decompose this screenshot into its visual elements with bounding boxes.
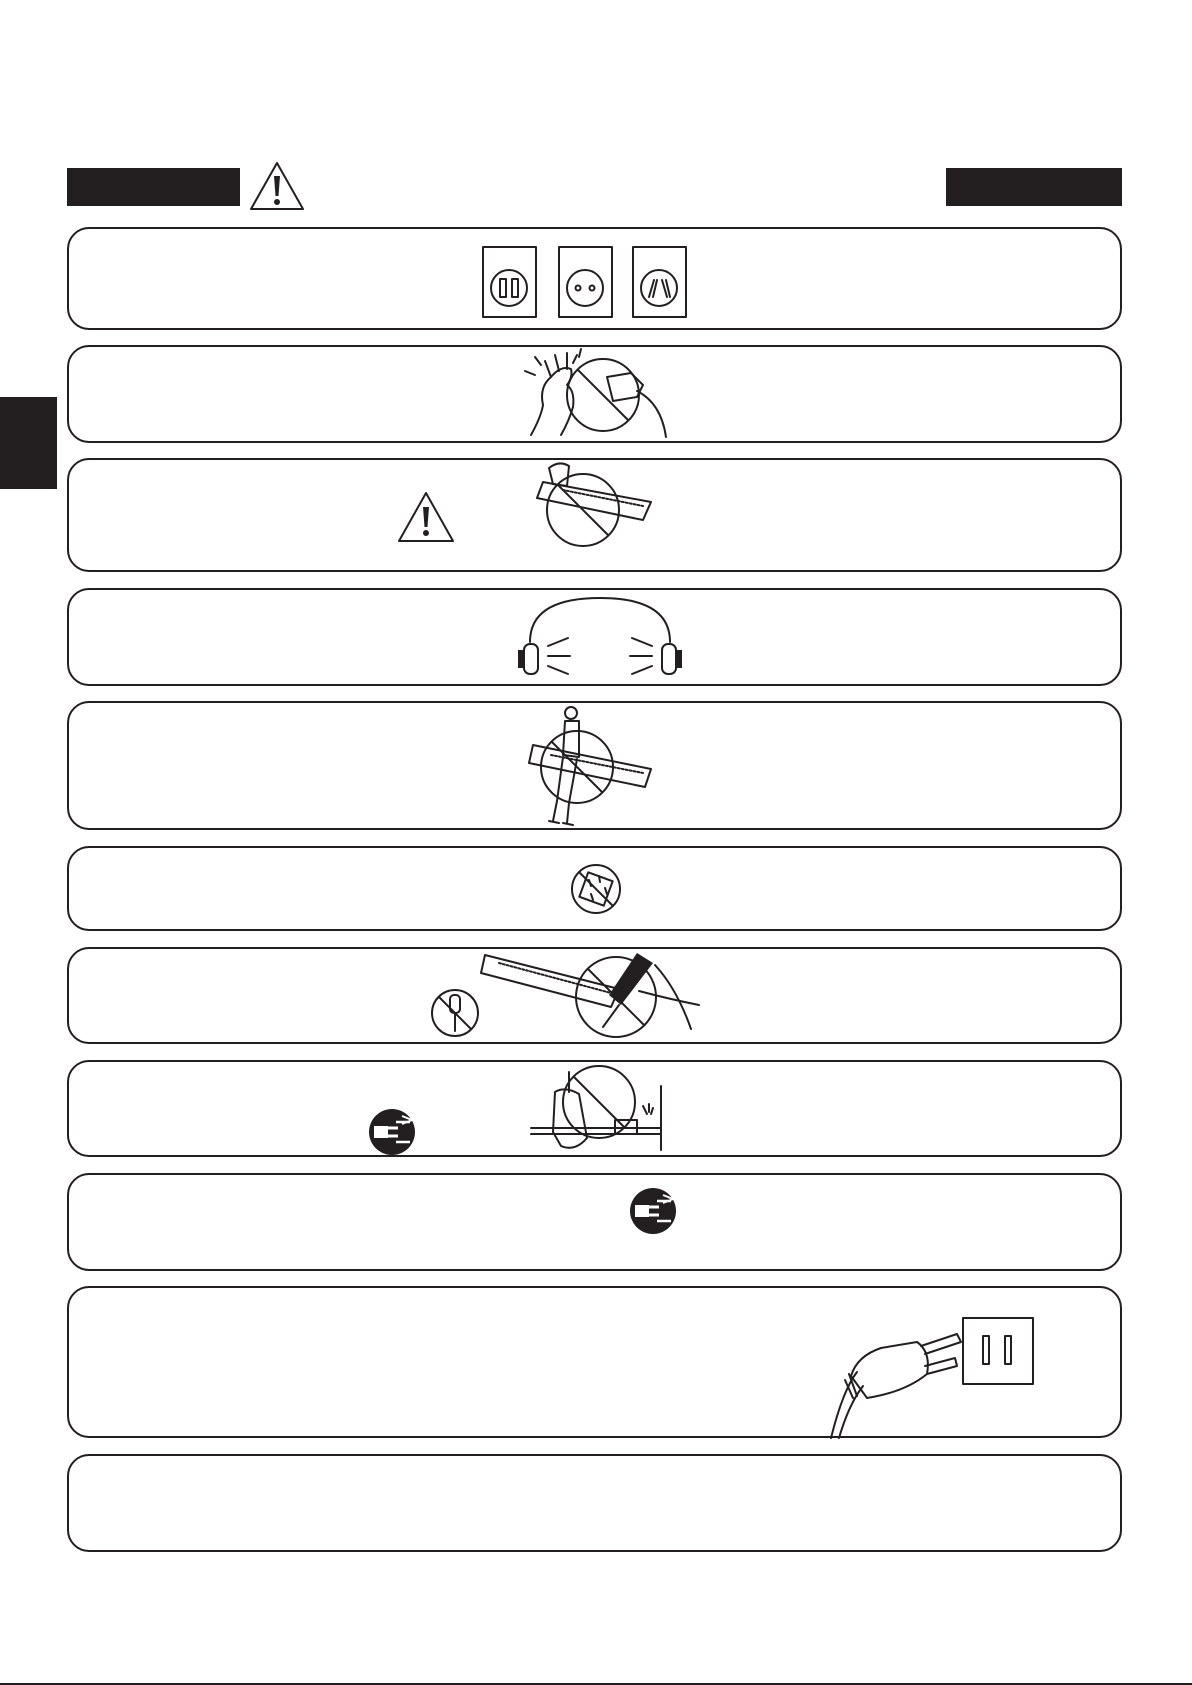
outlet-two-round-pins-icon bbox=[558, 246, 613, 318]
panel-unplug-long-time bbox=[67, 1173, 1122, 1271]
header-right-block bbox=[946, 168, 1122, 206]
panel-do-not-sit bbox=[67, 701, 1122, 830]
panel-wet-hands-plug bbox=[67, 345, 1122, 443]
no-screwdriver-icon bbox=[429, 987, 481, 1039]
panel-power-outlet-types bbox=[67, 227, 1122, 330]
polarized-plug-outlet-icon bbox=[805, 1294, 1095, 1438]
panel-humidity bbox=[67, 846, 1122, 931]
panel-polarized-plug bbox=[67, 1286, 1122, 1438]
panel-liquid-on-instrument bbox=[67, 458, 1122, 572]
pull-cord-prohibited-icon bbox=[529, 1066, 679, 1154]
unplug-icon bbox=[629, 1187, 677, 1235]
wet-hand-plug-prohibited-icon bbox=[511, 347, 681, 441]
outlet-two-flat-pins-icon bbox=[482, 246, 537, 318]
headphones-loud-icon bbox=[510, 594, 690, 680]
warning-triangle-icon bbox=[248, 160, 306, 212]
outlet-angled-pins-icon bbox=[632, 246, 687, 318]
no-water-drops-icon bbox=[569, 862, 623, 916]
section-tab bbox=[0, 397, 57, 489]
piano-disassembly-prohibited-icon bbox=[479, 949, 701, 1043]
vase-on-piano-prohibited-icon bbox=[533, 460, 673, 556]
unplug-icon bbox=[368, 1108, 416, 1156]
header-left-block bbox=[67, 168, 240, 206]
panel-blank-notice bbox=[67, 1454, 1122, 1552]
person-sitting-on-piano-prohibited-icon bbox=[527, 705, 667, 829]
panel-headphone-volume bbox=[67, 588, 1122, 686]
panel-unplug-by-plug bbox=[67, 1060, 1122, 1157]
warning-triangle-icon bbox=[396, 490, 456, 544]
panel-do-not-disassemble bbox=[67, 947, 1122, 1044]
